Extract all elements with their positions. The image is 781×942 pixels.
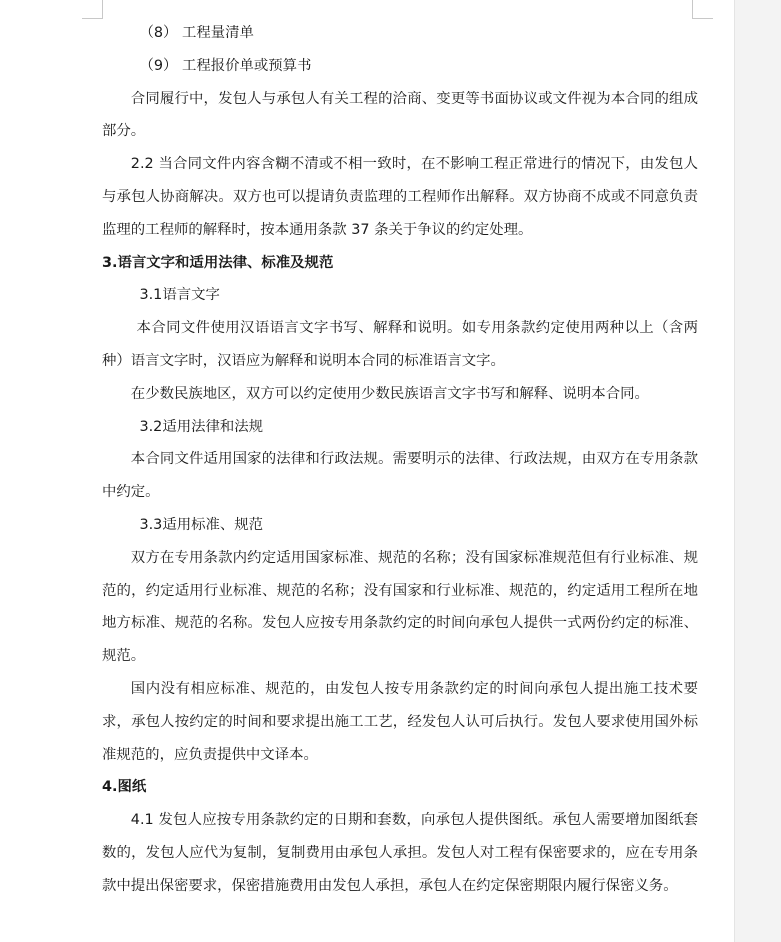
subheading-3-3: 3.3适用标准、规范 xyxy=(139,516,264,533)
list-item-9: （9） 工程报价单或预算书 xyxy=(139,57,312,74)
margin-corner-top-left xyxy=(82,0,103,19)
paragraph-2-2: 2.2 当合同文件内容含糊不清或不相一致时，在不影响工程正常进行的情况下，由发包人与承包人协商解决。双方也可以提请负责监理的工程师作出解释。双方协商不成或不同意负责监理的工程师的解释时，按本通用条款 37 条关于争议的约定处理。 xyxy=(102,156,698,238)
paragraph-3-3-standards: 双方在专用条款内约定适用国家标准、规范的名称；没有国家标准规范但有行业标准、规范的，约定适用行业标准、规范的名称；没有国家和行业标准、规范的，约定适用工程所在地地方标准、规范的名称。发包人应按专用条款约定的时间向承包人提供一式两份约定的标准、规范。 xyxy=(102,549,698,665)
subheading-3-1: 3.1语言文字 xyxy=(139,287,220,304)
document-body[interactable] xyxy=(102,17,698,903)
heading-section-4: 4.图纸 xyxy=(102,779,147,796)
paragraph-minority-regions: 在少数民族地区，双方可以约定使用少数民族语言文字书写和解释、说明本合同。 xyxy=(130,385,649,402)
paragraph-4-1-drawings: 4.1 发包人应按专用条款约定的日期和套数，向承包人提供图纸。承包人需要增加图纸套数的，发包人应代为复制，复制费用由承包人承担。发包人对工程有保密要求的，应在专用条款中提出保密要求，保密措施费用由发包人承担，承包人在约定保密期限内履行保密义务。 xyxy=(102,812,698,894)
paragraph-3-2-laws: 本合同文件适用国家的法律和行政法规。需要明示的法律、行政法规，由双方在专用条款中约定。 xyxy=(102,451,698,501)
list-item-8: （8） 工程量清单 xyxy=(139,25,254,41)
paragraph-no-standards: 国内没有相应标准、规范的，由发包人按专用条款约定的时间向承包人提出施工技术要求，承包人按约定的时间和要求提出施工工艺，经发包人认可后执行。发包人要求使用国外标准规范的，应负责提供中文译本。 xyxy=(102,680,698,763)
scrollbar-gutter[interactable] xyxy=(734,0,781,942)
paragraph-contract-performance: 合同履行中，发包人与承包人有关工程的洽商、变更等书面协议或文件视为本合同的组成部分。 xyxy=(102,90,698,140)
heading-section-3: 3.语言文字和适用法律、标准及规范 xyxy=(102,254,334,271)
paragraph-3-1-language: 本合同文件使用汉语语言文字书写、解释和说明。如专用条款约定使用两种以上（含两种）语言文字时，汉语应为解释和说明本合同的标准语言文字。 xyxy=(102,320,698,369)
subheading-3-2: 3.2适用法律和法规 xyxy=(139,418,264,435)
